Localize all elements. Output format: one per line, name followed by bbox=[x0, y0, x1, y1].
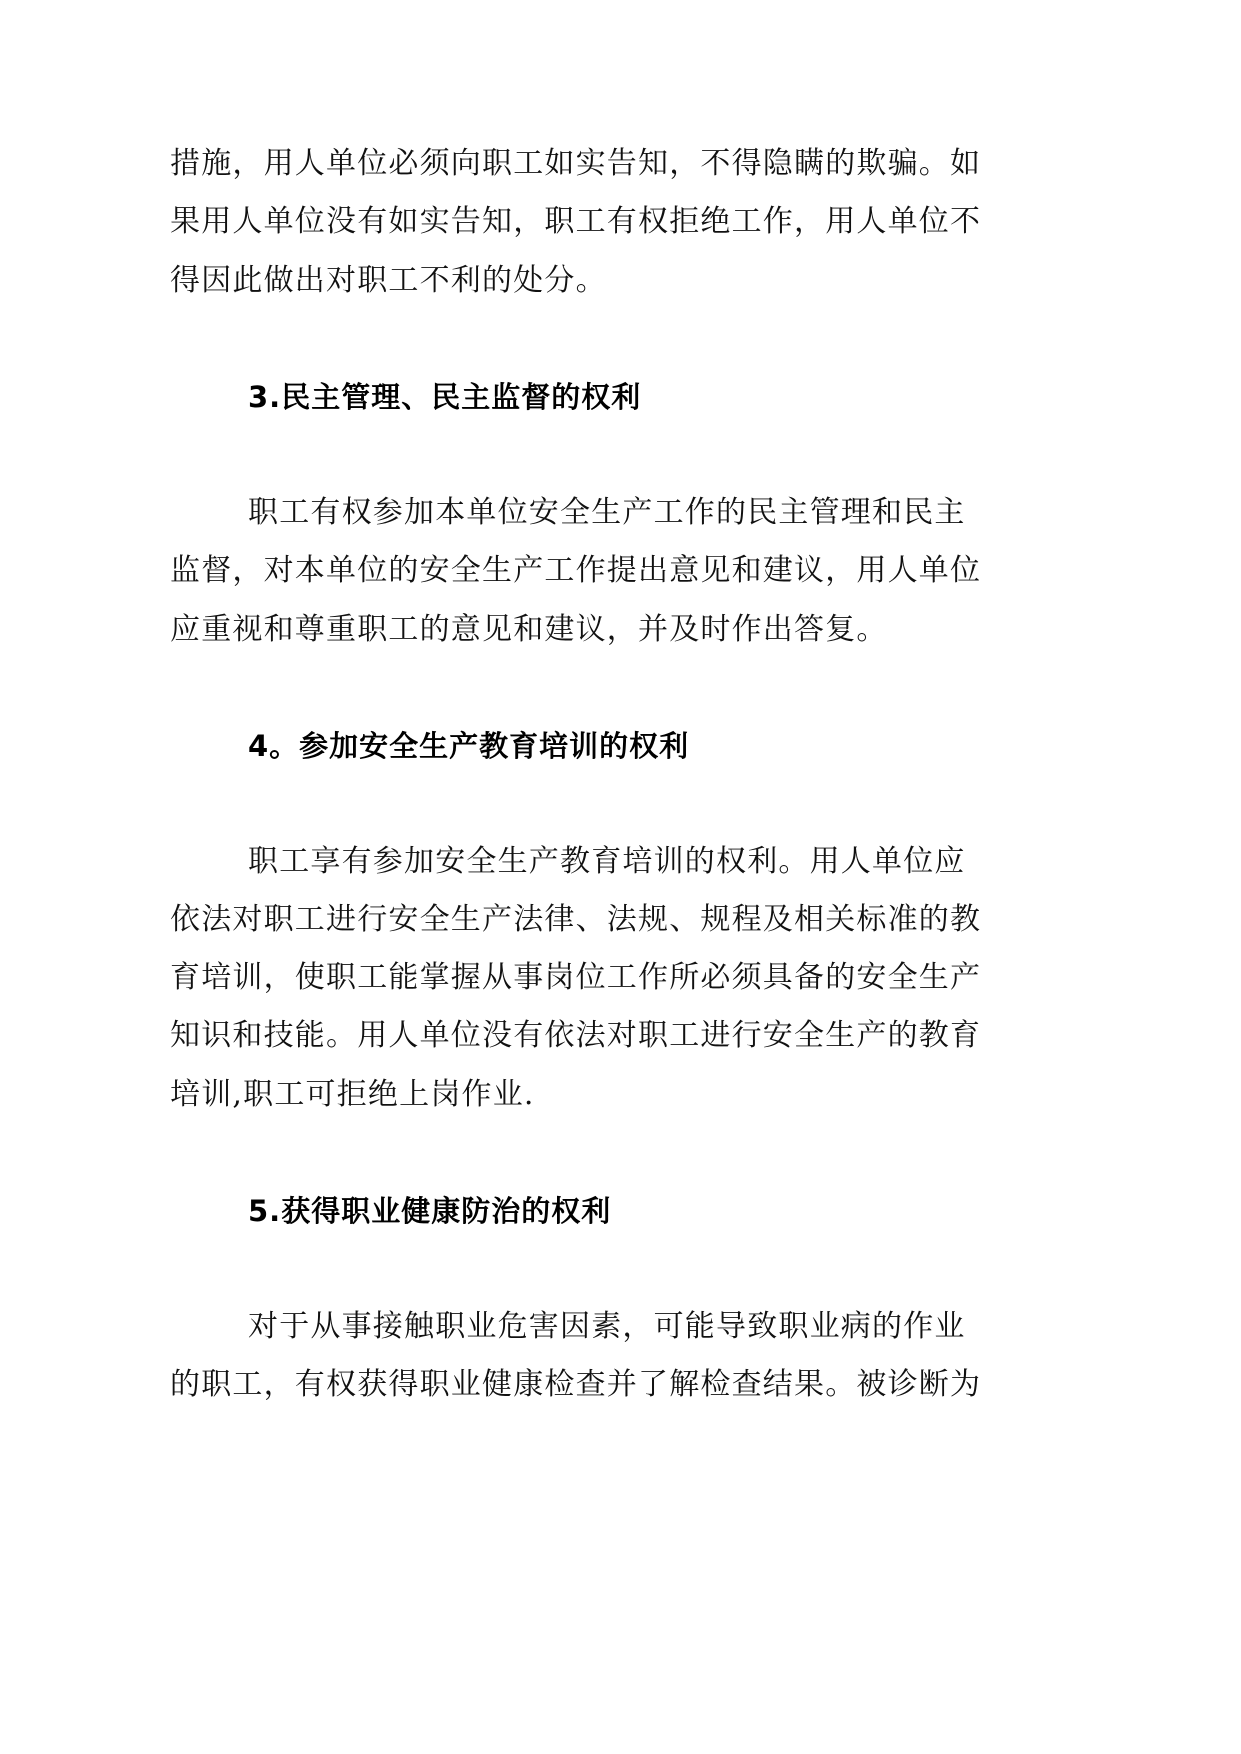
paragraph-line: 职工享有参加安全生产教育培训的权利。用人单位应 bbox=[248, 844, 966, 879]
paragraph-line: 得因此做出对职工不利的处分。 bbox=[170, 263, 607, 298]
paragraph-line: 培训,职工可拒绝上岗作业. bbox=[170, 1077, 535, 1112]
paragraph-line: 对于从事接触职业危害因素，可能导致职业病的作业 bbox=[248, 1309, 966, 1344]
section-heading: 3.民主管理、民主监督的权利 bbox=[248, 380, 642, 414]
paragraph-line: 应重视和尊重职工的意见和建议，并及时作出答复。 bbox=[170, 612, 888, 647]
section-heading: 4。参加安全生产教育培训的权利 bbox=[248, 729, 690, 763]
paragraph-line: 措施，用人单位必须向职工如实告知，不得隐瞒的欺骗。如 bbox=[170, 146, 982, 181]
paragraph-line: 依法对职工进行安全生产法律、法规、规程及相关标准的教 bbox=[170, 902, 982, 937]
paragraph-line: 知识和技能。用人单位没有依法对职工进行安全生产的教育 bbox=[170, 1018, 982, 1053]
paragraph-line: 果用人单位没有如实告知，职工有权拒绝工作，用人单位不 bbox=[170, 204, 982, 239]
paragraph-line: 职工有权参加本单位安全生产工作的民主管理和民主 bbox=[248, 495, 966, 530]
section-heading: 5.获得职业健康防治的权利 bbox=[248, 1194, 612, 1228]
paragraph-line: 的职工，有权获得职业健康检查并了解检查结果。被诊断为 bbox=[170, 1367, 982, 1402]
paragraph-line: 育培训，使职工能掌握从事岗位工作所必须具备的安全生产 bbox=[170, 960, 982, 995]
paragraph-line: 监督，对本单位的安全生产工作提出意见和建议，用人单位 bbox=[170, 553, 982, 588]
